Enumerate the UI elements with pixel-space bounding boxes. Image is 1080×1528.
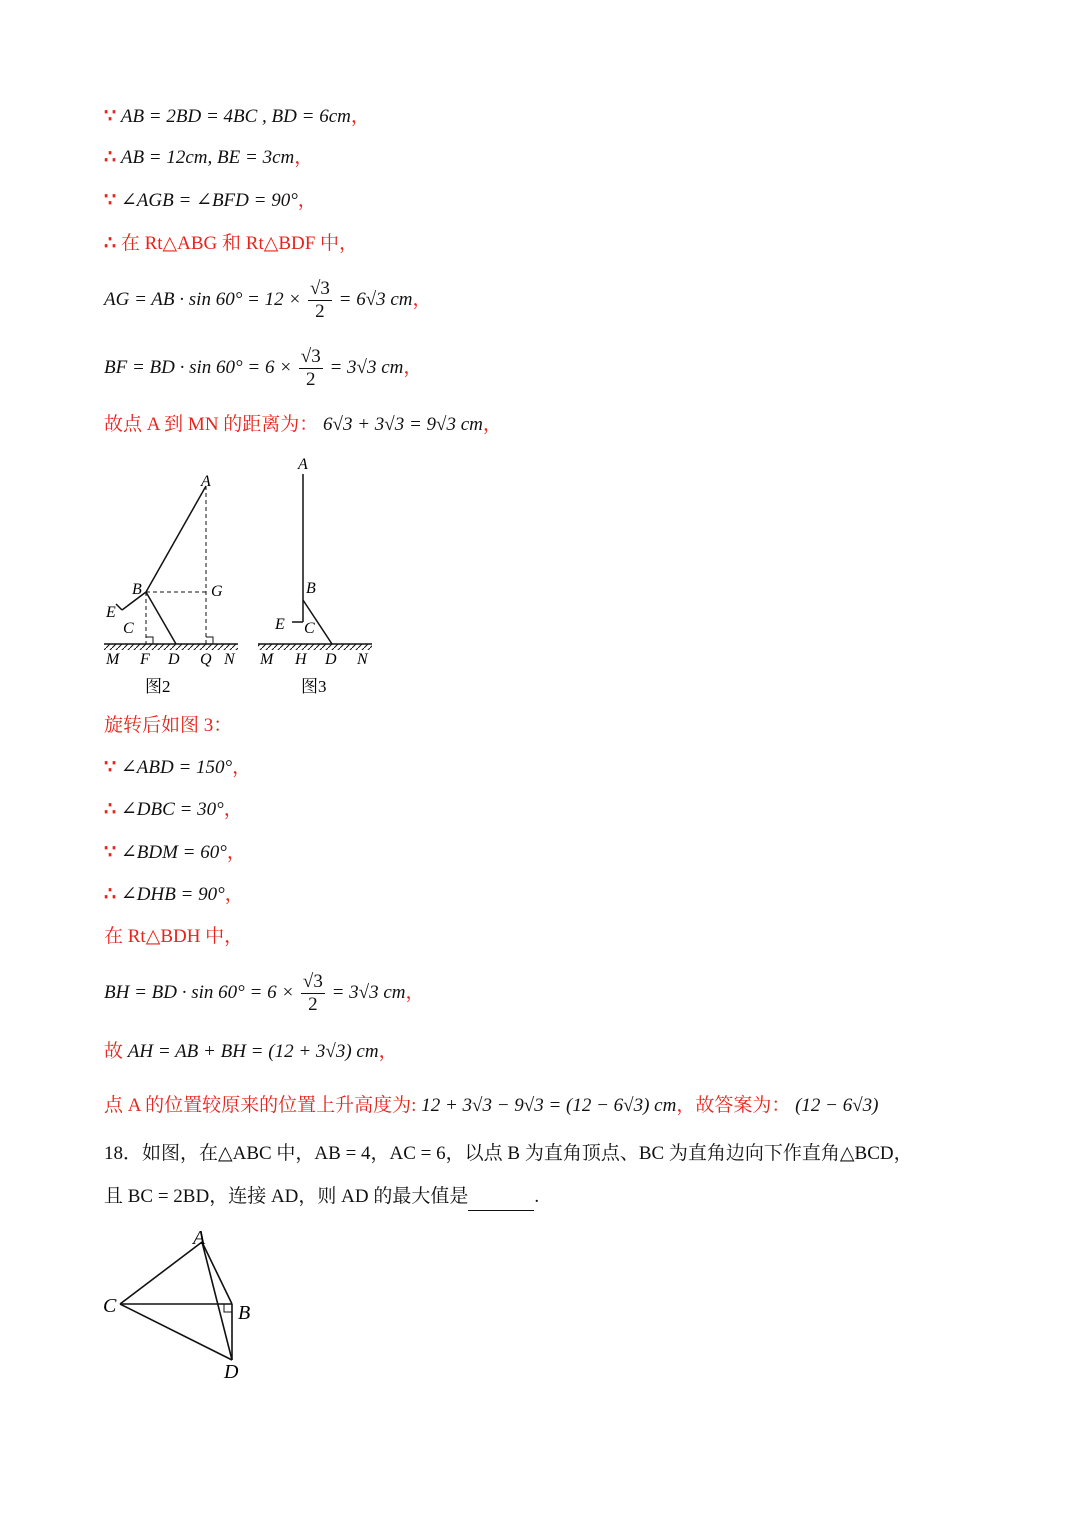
therefore-symbol: ∴ [104,799,117,820]
because-symbol: ∵ [104,757,117,778]
math-left: AG = AB · sin 60° = 12 × [104,288,302,310]
punctuation: ， [226,842,246,863]
label-a: A [201,473,211,490]
math-expression: ∠ABD = 150° [120,757,233,778]
math-right: = 3√3 cm [329,356,404,378]
fraction-numerator: √3 [302,971,323,992]
math-expression: ∠AGB = ∠BFD = 90° [120,190,298,211]
label-d: D [325,651,337,668]
label-m: M [260,651,274,668]
figures-2-3 [100,450,390,702]
step-line-11 [104,839,246,867]
punctuation: ， [403,356,423,378]
because-symbol: ∵ [104,842,117,863]
label-e: E [275,616,285,633]
step-line-2 [104,144,313,172]
label-n: N [224,651,235,668]
math-right: = 6√3 cm [338,288,413,310]
punctuation: ， [482,414,502,435]
caption-figure-3: 图3 [301,677,327,696]
label-c: C [123,620,134,637]
label-b: B [132,581,142,598]
question-text: 且 BC = 2BD，连接 AD，则 AD 的最大值是 [104,1186,469,1207]
answer-expression: (12 − 6√3) [795,1095,879,1116]
step-line-3 [104,187,317,215]
figure-question-18 [100,1220,270,1390]
step-line-7 [104,411,502,439]
punctuation: ， [224,884,244,905]
answer-blank [468,1190,534,1211]
label-m: M [106,651,120,668]
label-c: C [103,1295,117,1317]
because-symbol: ∵ [104,190,117,211]
segment-bd [146,592,176,644]
label-g: G [211,583,223,600]
label-d: D [224,1361,239,1383]
statement-text: 故 [104,1041,124,1062]
punctuation: ， [378,1041,398,1062]
label-b: B [238,1302,251,1324]
step-line-6 [104,346,422,391]
label-b: B [306,580,316,597]
punctuation: ， [232,757,252,778]
statement-text: 故点 A 到 MN 的距离为： [104,414,319,435]
step-line-9 [104,754,251,782]
statement-text: 在 Rt△BDH 中， [104,926,244,947]
fraction-numerator: √3 [309,278,330,299]
label-q: Q [200,651,212,668]
figure-3 [258,456,372,696]
punctuation: ， [294,147,314,168]
because-symbol: ∵ [104,106,117,127]
statement-text: 旋转后如图 3： [104,715,233,736]
segment-ad [202,1242,232,1360]
label-c: C [304,620,315,637]
segment-ca [120,1242,202,1304]
right-angle-f [146,637,153,644]
math-expression: ∠BDM = 60° [120,842,227,863]
punctuation: ， [405,981,425,1003]
math-expression: ∠DHB = 90° [120,884,225,905]
label-e: E [106,604,116,621]
math-expression: 6√3 + 3√3 = 9√3 cm [323,414,483,435]
fraction-denominator: 2 [306,369,316,390]
step-line-8 [104,712,232,740]
math-expression: 12 + 3√3 − 9√3 = (12 − 6√3) cm [421,1095,677,1116]
caption-figure-2: 图2 [145,677,171,696]
segment-ce [116,604,122,610]
fraction-numerator: √3 [300,346,321,367]
math-expression: AH = AB + BH = (12 + 3√3) cm [127,1041,379,1062]
therefore-symbol: ∴ [104,233,117,254]
right-angle-q [206,637,213,644]
label-a: A [193,1227,206,1249]
fraction-denominator: 2 [315,301,325,322]
label-n: N [357,651,368,668]
label-a: A [298,456,308,473]
step-line-4 [104,230,358,258]
math-expression: ∠DBC = 30° [120,799,224,820]
right-angle-b [224,1304,232,1312]
fraction-denominator: 2 [308,994,318,1015]
math-expression: AB = 2BD = 4BC , BD = 6cm [120,106,351,127]
step-line-15 [104,1038,398,1066]
label-d: D [168,651,180,668]
ground-hatch [258,644,372,650]
answer-label: ，故答案为： [676,1095,791,1116]
segment-cd [120,1304,232,1360]
question-text: 18．如图，在△ABC 中，AB = 4，AC = 6，以点 B 为直角顶点、BC 为直角边向下作直角△BCD， [104,1143,913,1164]
punctuation: ， [223,799,243,820]
label-f: F [140,651,150,668]
punctuation: ， [297,190,317,211]
math-expression: AB = 12cm, BE = 3cm [120,147,295,168]
punctuation: ， [412,288,432,310]
therefore-symbol: ∴ [104,147,117,168]
question-18-line-1 [104,1140,913,1168]
step-line-12 [104,881,244,909]
punctuation: ， [350,106,370,127]
question-18-line-2 [104,1183,539,1211]
statement-text: 在 Rt△ABG 和 Rt△BDF 中， [120,233,359,254]
therefore-symbol: ∴ [104,884,117,905]
question-end: . [534,1186,540,1207]
step-line-13 [104,923,243,951]
step-line-16 [104,1092,879,1120]
figure-2 [104,473,238,696]
ground-hatch [104,644,238,650]
step-line-10 [104,796,243,824]
label-h: H [295,651,307,668]
math-right: = 3√3 cm [331,981,406,1003]
step-line-1 [104,103,370,131]
fraction [301,971,325,1016]
segment-ab [202,1242,232,1304]
math-left: BF = BD · sin 60° = 6 × [104,356,293,378]
fraction [299,346,323,391]
segment-ab [146,486,206,592]
step-line-5 [104,278,432,323]
fraction [308,278,332,323]
math-left: BH = BD · sin 60° = 6 × [104,981,295,1003]
statement-text: 点 A 的位置较原来的位置上升高度为: [104,1095,417,1116]
step-line-14 [104,971,425,1016]
